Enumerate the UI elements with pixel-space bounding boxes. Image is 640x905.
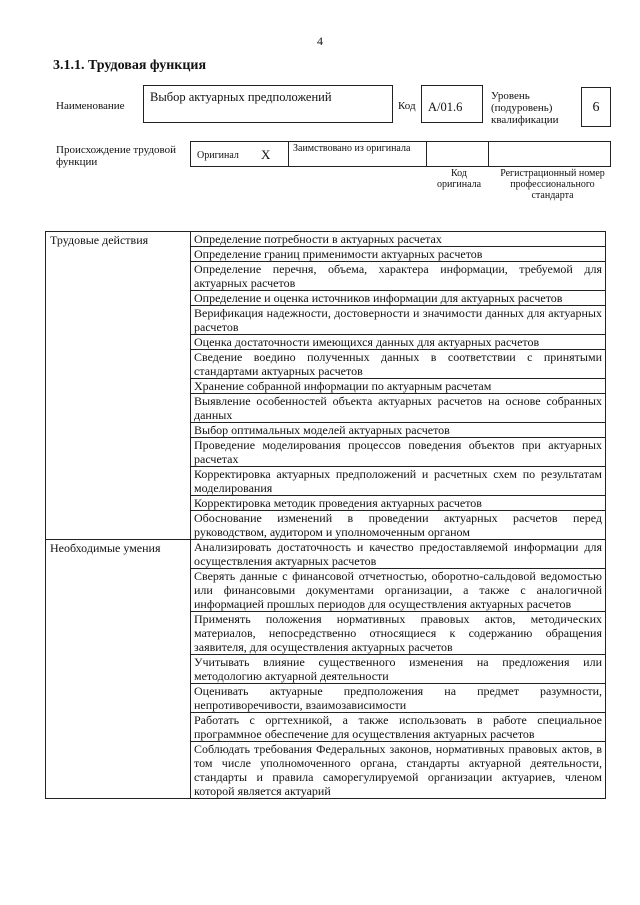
table-cell: Оценивать актуарные предположения на предмет разумности, непротиворечивости, взаимозависимости (191, 684, 606, 713)
code-label: Код (398, 100, 416, 112)
table-cell: Корректировка актуарных предположений и расчетных схем по результатам моделирования (191, 467, 606, 496)
table-cell: Выбор оптимальных моделей актуарных расчетов (191, 423, 606, 438)
section-title: 3.1.1. Трудовая функция (53, 58, 207, 73)
table-cell: Учитывать влияние существенного изменения на предложения или методологию актуарной деятельности (191, 655, 606, 684)
reg-number-caption: Регистрационный номер профессионального стандарта (500, 168, 605, 201)
table-cell: Обоснование изменений в проведении актуарных расчетов перед руководством, аудитором и уполномоченным органом (191, 511, 606, 540)
table-cell: Анализировать достаточность и качество предоставляемой информации для осуществления актуарных расчетов (191, 540, 606, 569)
table-row (46, 232, 606, 247)
cell-divider (426, 141, 427, 167)
original-mark: X (261, 147, 271, 162)
table-cell: Соблюдать требования Федеральных законов, нормативных правовых актов, в том числе уполномоченного органа, стандарты актуарной деятельности, стандарты и правила саморегулируемой организации актуариев, членом которой является актуарий (191, 742, 606, 799)
table-cell: Сведение воедино полученных данных в соответствии с принятыми стандартами актуарных расчетов (191, 350, 606, 379)
table-cell: Хранение собранной информации по актуарным расчетам (191, 379, 606, 394)
cell-divider (488, 141, 489, 167)
table-cell: Верификация надежности, достоверности и значимости данных для актуарных расчетов (191, 306, 606, 335)
table-cell: Определение перечня, объема, характера информации, требуемой для актуарных расчетов (191, 262, 606, 291)
table-cell: Выявление особенностей объекта актуарных расчетов на основе собранных данных (191, 394, 606, 423)
level-label: Уровень (подуровень) квалификации (491, 90, 559, 126)
level-value: 6 (581, 87, 611, 127)
origin-label: Происхождение трудовой функции (56, 144, 177, 168)
cell-divider (288, 141, 289, 167)
table-cell: Работать с оргтехникой, а также использовать в работе специальное программное обеспечение для осуществления актуарных расчетов (191, 713, 606, 742)
table-cell: Корректировка методик проведения актуарных расчетов (191, 496, 606, 511)
origin-table (190, 141, 611, 167)
name-value: Выбор актуарных предположений (143, 85, 393, 123)
table-cell: Сверять данные с финансовой отчетностью, оборотно-сальдовой ведомостью или финансовыми документами организации, а также с аналогичной информацией прошлых периодов для осуществления актуарных расчетов (191, 569, 606, 612)
table-cell: Определение потребности в актуарных расчетах (191, 232, 606, 247)
table-cell: Оценка достаточности имеющихся данных для актуарных расчетов (191, 335, 606, 350)
name-label: Наименование (56, 100, 125, 112)
table-cell: Применять положения нормативных правовых актов, методических материалов, непосредственно относящиеся к содержанию обращения заявителя, для осуществления актуарных расчетов (191, 612, 606, 655)
page-number: 4 (317, 34, 323, 48)
section-header: Трудовые действия (46, 232, 191, 540)
code-value: А/01.6 (421, 85, 483, 123)
table-cell: Определение и оценка источников информации для актуарных расчетов (191, 291, 606, 306)
code-original-caption: Код оригинала (436, 168, 482, 190)
section-header: Необходимые умения (46, 540, 191, 799)
table-cell: Определение границ применимости актуарных расчетов (191, 247, 606, 262)
borrowed-label: Заимствовано из оригинала (293, 143, 411, 154)
function-table (45, 231, 606, 799)
original-label: Оригинал (197, 150, 239, 161)
table-cell: Проведение моделирования процессов поведения объектов при актуарных расчетах (191, 438, 606, 467)
table-row (46, 540, 606, 569)
